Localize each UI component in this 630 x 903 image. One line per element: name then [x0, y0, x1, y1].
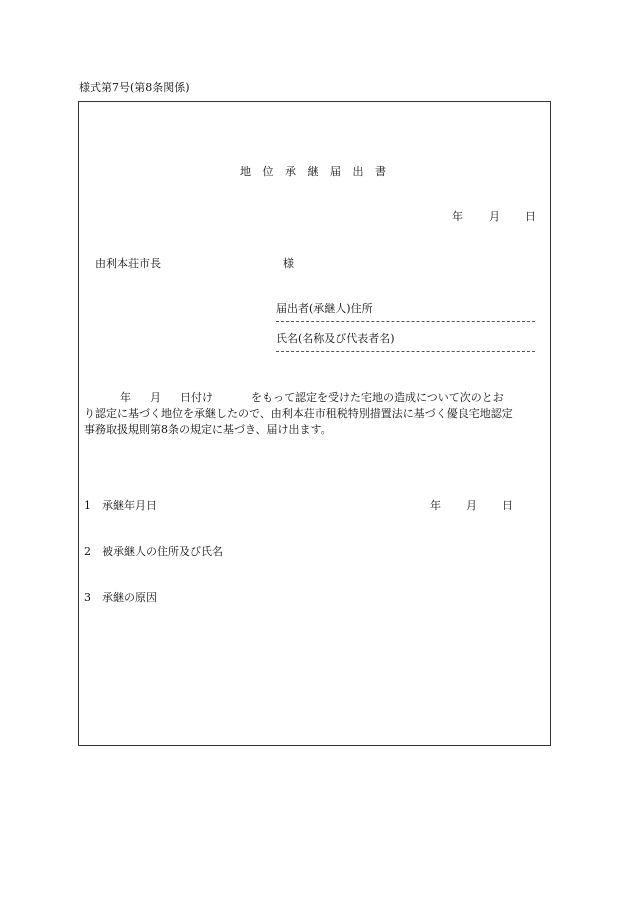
- date-year: 年: [452, 210, 463, 223]
- item-3-label: 承継の原因: [102, 591, 157, 604]
- name-dotted-line: [276, 351, 535, 352]
- body-dated: 日付け: [180, 391, 213, 404]
- item-3-number: 3: [84, 591, 91, 604]
- item-1-year: 年: [430, 499, 441, 512]
- body-paragraph: [84, 390, 548, 438]
- body-line-1-rest: をもって認定を受けた宅地の造成について次のとお: [251, 391, 504, 404]
- item-2-number: 2: [84, 545, 91, 558]
- body-year: 年: [120, 391, 131, 404]
- body-month: 月: [150, 391, 161, 404]
- item-1-day: 日: [502, 499, 513, 512]
- form-title: 地 位 承 継 届 出 書: [240, 165, 390, 178]
- notifier-address-label: 届出者(承継人)住所: [276, 302, 373, 315]
- form-number: 様式第7号(第8条関係): [79, 81, 190, 94]
- item-1-month: 月: [466, 499, 477, 512]
- item-2-label: 被承継人の住所及び氏名: [102, 545, 223, 558]
- body-line-1: [84, 390, 548, 406]
- body-line-2: り認定に基づく地位を承継したので、由利本荘市租税特別措置法に基づく優良宅地認定: [84, 407, 513, 420]
- notifier-name-label: 氏名(名称及び代表者名): [276, 332, 395, 345]
- addressee-honorific: 様: [283, 257, 294, 270]
- addressee-name: 由利本荘市長: [95, 257, 161, 270]
- item-1-label: 承継年月日: [102, 499, 157, 512]
- item-1-number: 1: [84, 499, 91, 512]
- date-month: 月: [489, 210, 500, 223]
- body-line-3: 事務取扱規則第8条の規定に基づき、届け出ます。: [84, 423, 332, 436]
- date-day: 日: [525, 210, 536, 223]
- address-dotted-line: [276, 321, 535, 322]
